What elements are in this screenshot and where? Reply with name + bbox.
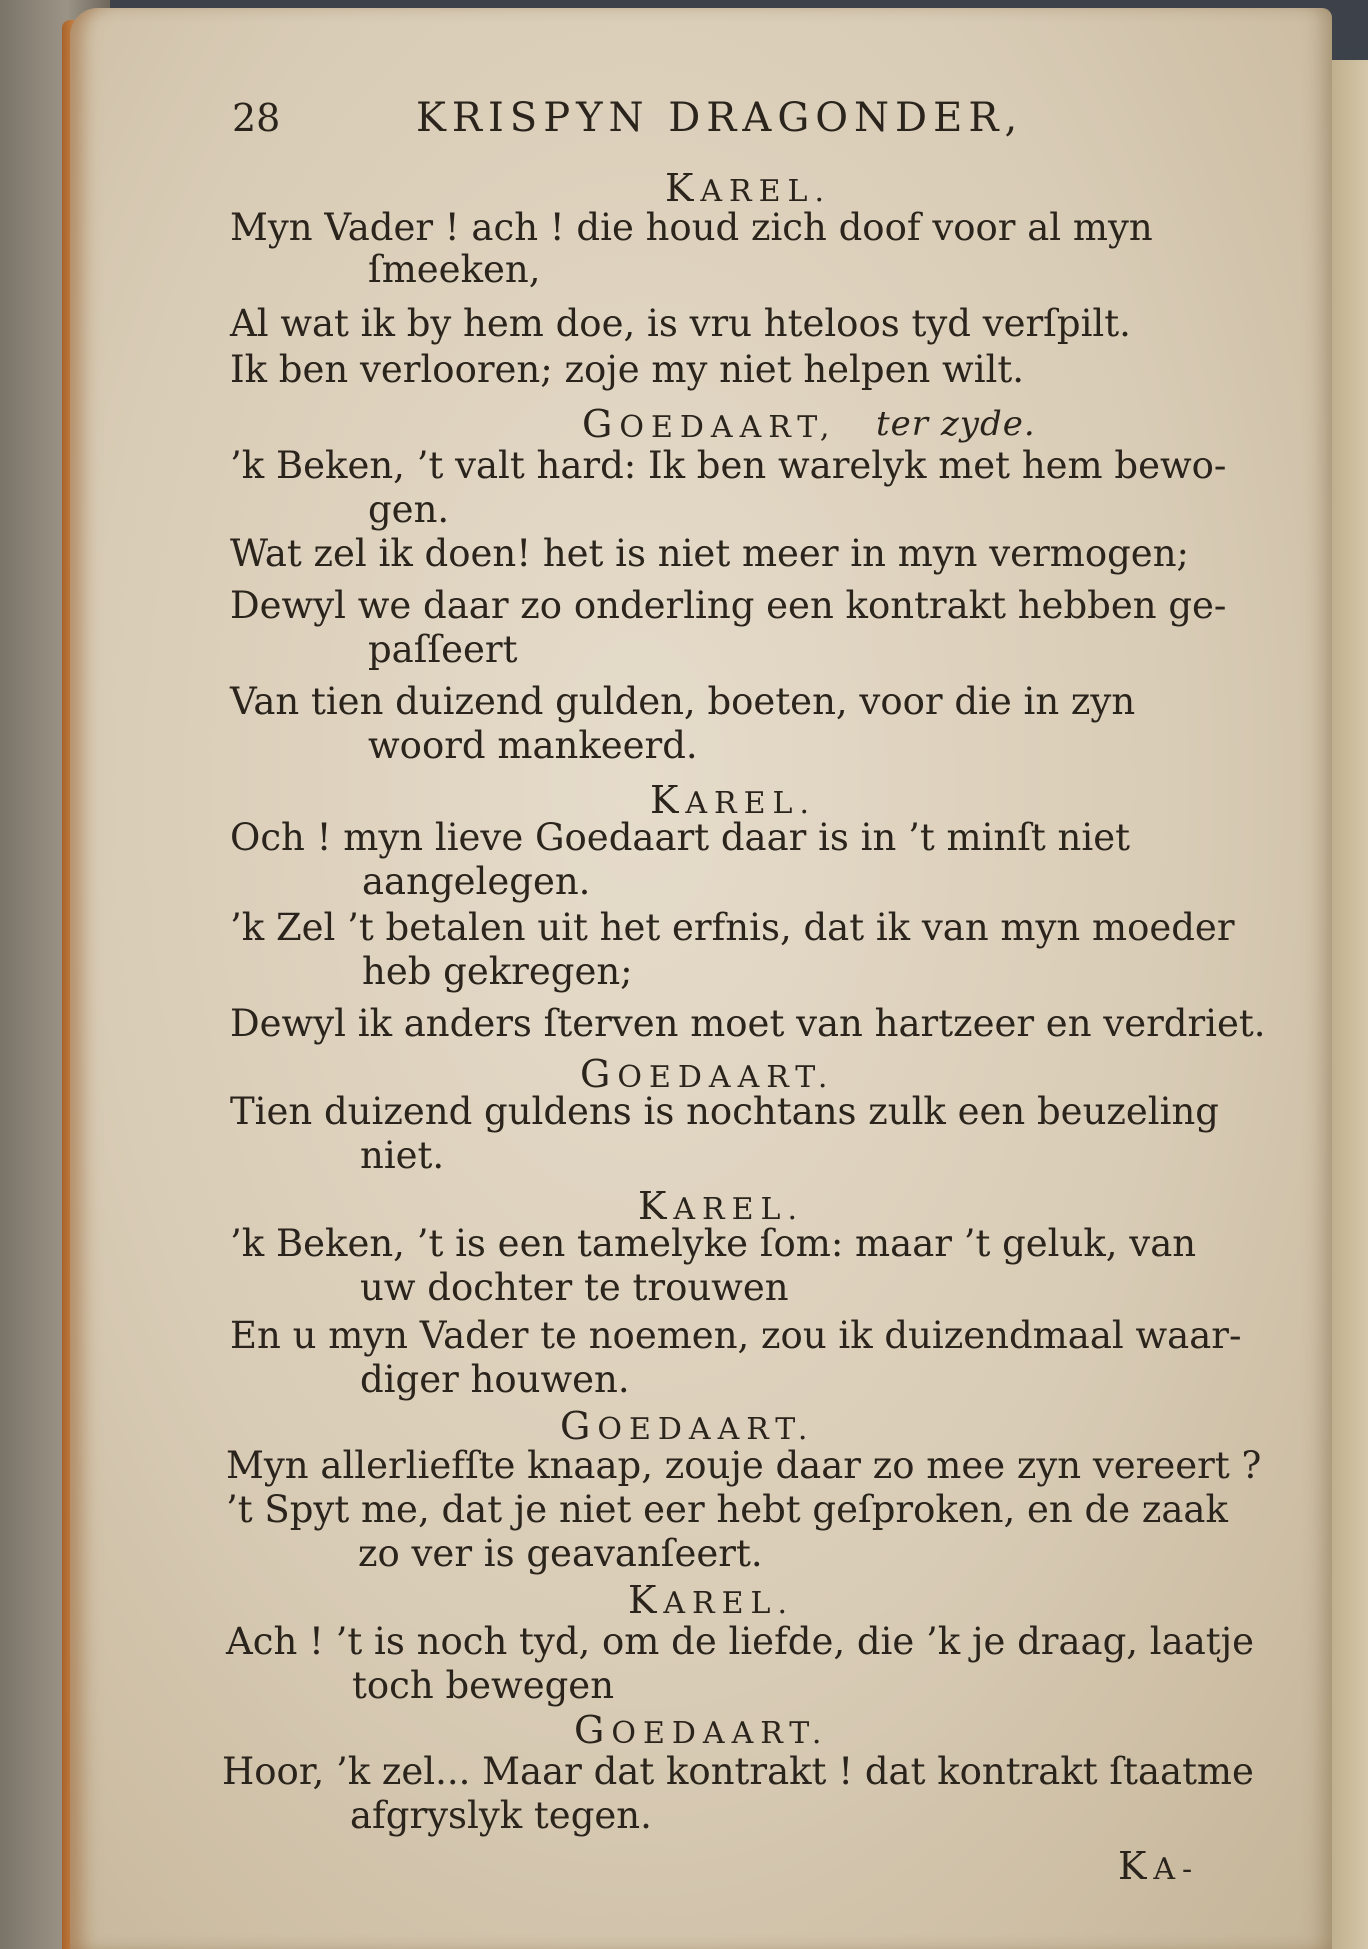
verse-line: Och ! myn lieve Goedaart daar is in ’t minſt niet (230, 816, 1130, 859)
verse-continuation: uw dochter te trouwen (360, 1266, 789, 1309)
stage-direction: ter zyde. (876, 404, 1036, 444)
verse-continuation: gen. (368, 488, 450, 531)
verse-continuation: afgryslyk tegen. (350, 1794, 652, 1837)
verse-line: Myn allerliefſte knaap, zouje daar zo mee zyn vereert ? (226, 1444, 1262, 1487)
verse-line: ’k Beken, ’t valt hard: Ik ben warelyk met hem bewo- (230, 444, 1227, 487)
verse-line: ’k Beken, ’t is een tamelyke ſom: maar ’t geluk, van (230, 1222, 1197, 1265)
verse-continuation: zo ver is geavanſeert. (358, 1532, 763, 1575)
page-number: 28 (232, 96, 281, 140)
verse-line: Ach ! ’t is noch tyd, om de liefde, die ’k je draag, laatje (226, 1620, 1254, 1663)
catchword: KA- (1118, 1844, 1200, 1888)
speaker-name: GOEDAART, (582, 402, 837, 446)
verse-line: ’t Spyt me, dat je niet eer hebt geſproken, en de zaak (226, 1488, 1228, 1531)
verse-line: Al wat ik by hem doe, is vru hteloos tyd verſpilt. (230, 302, 1131, 345)
verse-continuation: heb gekregen; (362, 950, 633, 993)
verse-continuation: paſſeert (368, 628, 518, 671)
verse-continuation: ſmeeken, (368, 248, 541, 291)
verse-line: En u myn Vader te noemen, zou ik duizendmaal waar- (230, 1314, 1242, 1357)
verse-line: Myn Vader ! ach ! die houd zich doof voor al myn (230, 206, 1153, 249)
verse-line: Hoor, ’k zel... Maar dat kontrakt ! dat kontrakt ſtaatme (222, 1750, 1254, 1793)
verse-continuation: diger houwen. (360, 1358, 630, 1401)
verse-line: Tien duizend guldens is nochtans zulk een beuzeling (230, 1090, 1219, 1133)
verse-line: ’k Zel ’t betalen uit het erfnis, dat ik van myn moeder (230, 906, 1235, 949)
speaker-name: KAREL. (665, 166, 832, 210)
verse-continuation: aangelegen. (362, 860, 591, 903)
speaker-name: GOEDAART. (574, 1708, 829, 1752)
speaker-name: KAREL. (638, 1184, 805, 1228)
verse-line: Dewyl we daar zo onderling een kontrakt hebben ge- (230, 584, 1227, 627)
verse-line: Ik ben verlooren; zoje my niet helpen wilt. (230, 348, 1025, 391)
verse-line: Wat zel ik doen! het is niet meer in myn vermogen; (230, 532, 1190, 575)
speaker-name: KAREL. (628, 1578, 795, 1622)
verse-line: Van tien duizend gulden, boeten, voor die in zyn (230, 680, 1136, 723)
speaker-name: GOEDAART. (580, 1052, 835, 1096)
running-title: KRISPYN DRAGONDER, (416, 95, 1024, 141)
speaker-name: KAREL. (650, 778, 817, 822)
verse-continuation: toch bewegen (352, 1664, 615, 1707)
verse-continuation: niet. (360, 1134, 445, 1177)
speaker-name: GOEDAART. (560, 1404, 815, 1448)
verse-continuation: woord mankeerd. (368, 724, 698, 767)
verse-line: Dewyl ik anders ſterven moet van hartzeer en verdriet. (230, 1002, 1266, 1045)
